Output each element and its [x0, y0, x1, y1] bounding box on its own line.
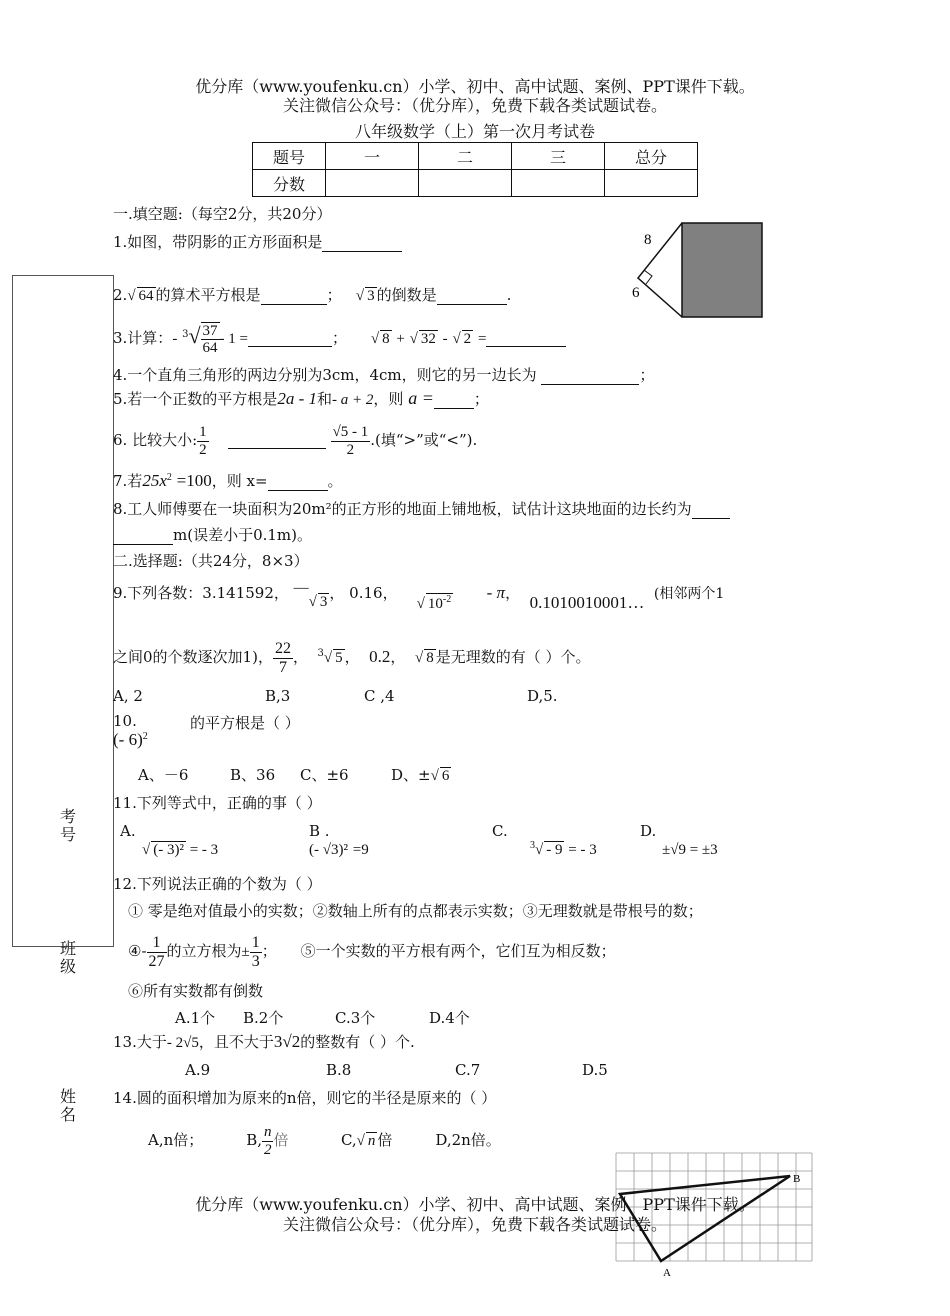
answer-blank[interactable] — [228, 432, 326, 449]
q11-option-b[interactable]: B . (- √3)² =9 — [309, 822, 369, 858]
q10-text: 的平方根是（ ） — [190, 714, 300, 732]
header-line-1: 优分库（www.youfenku.cn）小学、初中、高中试题、案例、PPT课件下载。 — [195, 77, 755, 96]
q13-option-c[interactable]: C.7 — [455, 1061, 481, 1079]
score-row-values — [253, 170, 698, 197]
score-cell: 三 — [512, 143, 605, 170]
exam-title: 八年级数学（上）第一次月考试卷 — [354, 122, 595, 141]
right-angle-mark — [644, 270, 652, 284]
question-9-line-1: 9.下列各数：3.141592， —√ 3 ， 0.16， √ $10^{-2}$ - π， 0.1010010001… (相邻两个1 — [113, 580, 725, 612]
answer-blank[interactable] — [541, 366, 639, 385]
score-cell: 二 — [419, 143, 512, 170]
label-kaohao: 考号 — [60, 807, 77, 844]
answer-blank[interactable] — [692, 500, 730, 519]
q9-option-c[interactable]: C ,4 — [364, 687, 395, 705]
question-8-line-2: m(误差小于0.1m)。 — [113, 524, 312, 545]
q11-option-a[interactable]: A. √ (- 3)² = - 3 — [120, 822, 219, 858]
q10-option-d[interactable]: D、±√ 6 — [391, 766, 450, 784]
score-cell: 总分 — [605, 143, 698, 170]
q12-option-b[interactable]: B.2个 — [243, 1009, 284, 1027]
q12-statement-line-1: ① 零是绝对值最小的实数；②数轴上所有的点都表示实数；③无理数就是带根号的数； — [128, 902, 703, 920]
q14-options — [148, 1116, 501, 1164]
q12-option-c[interactable]: C.3个 — [335, 1009, 376, 1027]
q1-figure — [628, 218, 768, 322]
q11-option-d[interactable]: D. ±√9 = ±3 — [640, 822, 718, 858]
section1-title: 一.填空题:（每空2分，共20分） — [113, 205, 332, 223]
q9-option-a[interactable]: A, 2 — [113, 687, 143, 705]
score-cell — [605, 170, 698, 197]
question-8-line-1: 8.工人师傅要在一块面积为20m²的正方形的地面上铺地板，试估计这块地面的边长约为 — [113, 498, 730, 519]
q10-option-b[interactable]: B、36 — [230, 766, 276, 784]
q10-option-c[interactable]: C、±6 — [300, 766, 349, 784]
score-table — [252, 142, 698, 197]
score-cell — [512, 170, 605, 197]
q9-option-d[interactable]: D,5. — [527, 687, 558, 705]
score-cell: 题号 — [253, 143, 326, 170]
q11-option-c[interactable]: C. $^3$√ - 9 = - 3 — [492, 822, 597, 858]
q14-option-d[interactable]: D,2n倍。 — [435, 1131, 501, 1149]
label-b: B — [793, 1173, 801, 1185]
q13-option-d[interactable]: D.5 — [582, 1061, 608, 1079]
answer-blank[interactable] — [113, 526, 173, 545]
binding-margin-box — [12, 275, 114, 947]
answer-blank[interactable] — [437, 286, 507, 305]
answer-blank[interactable] — [486, 330, 566, 347]
question-13: 13.大于- 2√5，且不大于3√2的整数有（ ）个. — [113, 1032, 415, 1051]
question-7: 7.若$25x^2 =100$，则 x= 。 — [113, 471, 343, 490]
answer-blank[interactable] — [434, 390, 474, 409]
header-line-2: 关注微信公众号：（优分库），免费下载各类试题试卷。 — [282, 96, 667, 115]
q12-statement-line-3: ⑥所有实数都有倒数 — [128, 982, 264, 1000]
question-1 — [113, 231, 402, 252]
q13-option-a[interactable]: A.9 — [185, 1061, 211, 1079]
footer-line-1: 优分库（www.youfenku.cn）小学、初中、高中试题、案例、PPT课件下载。 — [195, 1195, 755, 1214]
answer-blank[interactable] — [248, 330, 332, 347]
question-10: 10. (- 6)$^2$ — [113, 712, 148, 749]
q14-option-b[interactable]: B, $\frac{n}{2}$ 倍 — [246, 1124, 289, 1158]
q13-option-b[interactable]: B.8 — [326, 1061, 352, 1079]
score-cell — [419, 170, 512, 197]
q12-option-d[interactable]: D.4个 — [429, 1009, 470, 1027]
question-2: 2.√ 64 的算术平方根是 ； √ 3 的倒数是 . — [113, 286, 512, 304]
label-xingming: 姓名 — [60, 1087, 77, 1124]
footer-line-2: 关注微信公众号：（优分库），免费下载各类试题试卷。 — [282, 1215, 667, 1234]
question-14: 14.圆的面积增加为原来的n倍，则它的半径是原来的（ ） — [113, 1089, 497, 1107]
score-cell — [326, 170, 419, 197]
q1-text: 1.如图，带阴影的正方形面积是 — [113, 233, 323, 251]
q12-option-a[interactable]: A.1个 — [175, 1009, 216, 1027]
question-6: 6. 比较大小: $\frac{1}{2}$ $\frac{√5 - 1}{2}$ .(填“>”或“<”). — [113, 424, 478, 458]
question-9-line-2: 之间0的个数逐次加1)， $\frac{22}{7}$ ， $^3$√ 5 ， 0.2， √ 8 是无理数的有（ ）个。 — [113, 639, 591, 676]
label-6: 6 — [632, 285, 640, 301]
shaded-square — [682, 223, 762, 317]
answer-blank[interactable] — [261, 286, 327, 305]
answer-blank[interactable] — [322, 233, 402, 252]
question-11: 11.下列等式中，正确的事（ ） — [113, 794, 322, 812]
q14-option-a[interactable]: A,n倍； — [148, 1131, 204, 1149]
section2-title: 二.选择题:（共24分，8×3） — [113, 552, 309, 570]
score-cell: 一 — [326, 143, 419, 170]
question-3: 3.计算：- $^3$√ $\frac{37}{64}$ - 1 = ； √ 8 + √ 32 - √ 2 = — [113, 312, 566, 358]
score-row-header — [253, 143, 698, 170]
label-banji: 班级 — [60, 939, 77, 976]
q12-statement-line-2: ④- $\frac{1}{27}$ 的立方根为± $\frac{1}{3}$ ； ⑤一个实数的平方根有两个，它们互为相反数； — [128, 933, 616, 970]
question-12: 12.下列说法正确的个数为（ ） — [113, 875, 322, 893]
q9-option-b[interactable]: B,3 — [265, 687, 291, 705]
question-5: 5.若一个正数的平方根是2a - 1和- a + 2，则 a = ； — [113, 388, 489, 408]
label-8: 8 — [644, 232, 652, 248]
q14-option-c[interactable]: C,√ n 倍 — [340, 1131, 393, 1149]
q10-option-a[interactable]: A、－6 — [138, 766, 189, 784]
label-a: A — [663, 1267, 671, 1279]
question-4: 4.一个直角三角形的两边分别为3cm，4cm，则它的另一边长为 ； — [113, 366, 655, 384]
score-cell: 分数 — [253, 170, 326, 197]
answer-blank[interactable] — [268, 472, 328, 491]
